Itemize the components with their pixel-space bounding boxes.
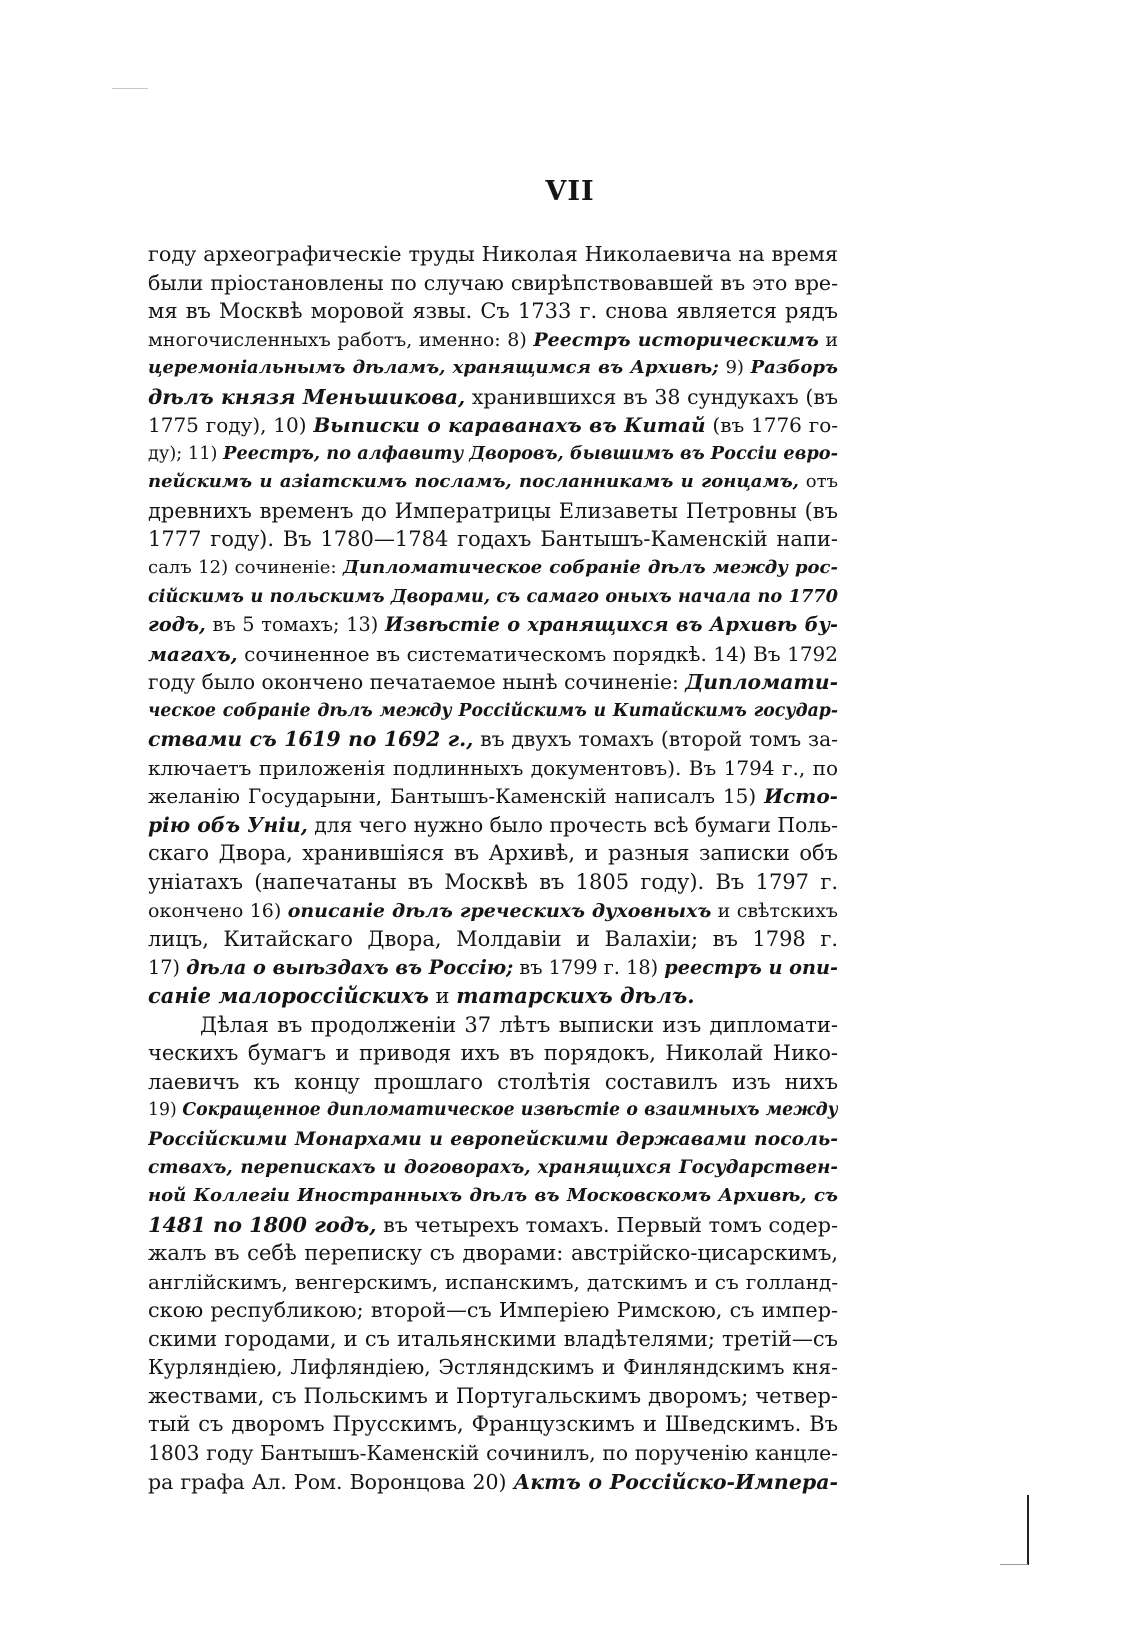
text-segment: салъ 12) сочиненіе: [148, 557, 344, 579]
text-line [148, 1353, 838, 1382]
italic-segment: Актъ о Россійско-Импера- [513, 1469, 838, 1494]
italic-segment: реестръ и опи- [664, 955, 838, 979]
text-line [148, 1468, 838, 1497]
text-segment: и [818, 328, 838, 351]
text-segment: лицъ, Китайскаго Двора, Молдавіи и Валахіи; въ 1798 г. [148, 927, 838, 952]
italic-segment: Россійскими Монархами и европейскими державами посоль- [148, 1127, 838, 1150]
text-segment: мя въ Москвѣ моровой язвы. Съ 1733 г. снова является рядъ [148, 299, 838, 324]
text-line [148, 1096, 838, 1125]
text-segment: ключаетъ приложенія подлинныхъ документовъ). Въ 1794 г., по [148, 755, 838, 780]
text-line [148, 1068, 838, 1097]
text-line [148, 497, 838, 526]
italic-segment: Исто- [764, 784, 838, 809]
italic-segment: Дипломати- [685, 670, 838, 695]
text-segment: для чего нужно было прочесть всѣ бумаги Поль- [307, 812, 838, 837]
scan-mark-bar [1027, 1495, 1029, 1565]
text-line [148, 1410, 838, 1439]
text-line [148, 554, 838, 583]
italic-segment: саніе малороссійскихъ [148, 983, 429, 1009]
text-segment: лаевичъ къ концу прошлаго столѣтія составилъ изъ нихъ [148, 1069, 838, 1094]
italic-segment: пейскимъ и азіатскимъ посламъ, посланникамъ и гонцамъ, [148, 471, 799, 493]
text-segment: 1777 году). Въ 1780—1784 годахъ Бантышъ-Каменскій напи- [148, 527, 838, 552]
text-line [148, 982, 838, 1011]
text-segment: отъ [798, 471, 838, 493]
text-segment: въ 5 томахъ; 13) [205, 613, 385, 637]
text-line [148, 925, 838, 954]
text-line [148, 782, 838, 811]
text-line [148, 525, 838, 554]
text-line [148, 1125, 838, 1154]
text-segment: году археографическіе труды Николая Николаевича на время [148, 242, 838, 266]
italic-segment: ствахъ, перепискахъ и договорахъ, [148, 1156, 531, 1178]
italic-segment: рію объ Уніи, [148, 812, 308, 837]
text-line [148, 383, 838, 412]
text-segment: жествами, съ Польскимъ и Португальскимъ дворомъ; четвер- [148, 1383, 838, 1408]
text-line [148, 297, 838, 326]
italic-segment: Выписки о караванахъ въ Китай [313, 413, 706, 438]
text-segment: ра графа Ал. Ром. Воронцова 20) [148, 1469, 514, 1494]
text-segment: были пріостановлены по случаю свирѣпствовавшей въ это вре- [148, 270, 838, 295]
italic-segment: ной Коллегіи Иностранныхъ дѣлъ въ Московскомъ Архивѣ, съ [148, 1185, 838, 1207]
italic-segment: Реестръ историческимъ [533, 328, 819, 351]
text-line [148, 868, 838, 897]
text-line [148, 1439, 838, 1468]
text-segment: жалъ въ себѣ переписку съ дворами: австрійско-цисарскимъ, [148, 1241, 838, 1266]
text-segment: въ четырехъ томахъ. Первый томъ содер- [376, 1212, 838, 1237]
text-line [148, 1211, 838, 1240]
text-segment: 17) [148, 955, 187, 979]
italic-segment: татарскихъ дѣлъ. [456, 983, 695, 1009]
page-number: VII [545, 176, 595, 207]
text-line [148, 1268, 838, 1297]
text-line [148, 725, 838, 754]
text-segment: уніатахъ (напечатаны въ Москвѣ въ 1805 году). Въ 1797 г. [148, 870, 838, 895]
text-segment: Курляндіею, Лифляндіею, Эстляндскимъ и Финляндскимъ кня- [148, 1355, 838, 1380]
text-line [148, 411, 838, 440]
italic-segment: 1481 по 1800 годъ, [148, 1212, 377, 1237]
text-line [148, 1296, 838, 1325]
text-line [148, 468, 838, 497]
text-line [148, 697, 838, 726]
text-line [148, 326, 838, 355]
text-segment: скими городами, и съ итальянскими владѣтелями; третій—съ [148, 1326, 838, 1351]
text-line [148, 1382, 838, 1411]
italic-segment: церемоніальнымъ дѣламъ, хранящимся въ Архивѣ; [148, 357, 719, 379]
text-segment: 9) [718, 357, 751, 379]
text-segment: и [428, 984, 457, 1009]
text-line [148, 954, 838, 983]
text-line [148, 1239, 838, 1268]
text-line [148, 811, 838, 840]
text-segment: году было окончено печатаемое нынѣ сочиненіе: [148, 670, 686, 695]
body-text [148, 240, 838, 1496]
text-segment: хранившихся въ 38 сундукахъ (въ [465, 384, 838, 409]
text-segment: 1775 году), 10) [148, 413, 314, 438]
text-line [148, 354, 838, 383]
italic-segment: описаніе дѣлъ греческихъ духовныхъ [287, 899, 712, 922]
text-line [148, 1182, 838, 1211]
scan-mark-base [1000, 1564, 1028, 1565]
italic-segment: ческое собраніе дѣлъ между Россійскимъ и Китайскимъ государ- [148, 700, 838, 721]
italic-segment: магахъ, [148, 641, 238, 666]
text-segment: тый съ дворомъ Прусскимъ, Французскимъ и Шведскимъ. Въ [148, 1412, 838, 1437]
text-segment: ческихъ бумагъ и приводя ихъ въ порядокъ, Николай Нико- [148, 1041, 838, 1066]
italic-segment: дѣлъ князя Меньшикова, [148, 384, 466, 409]
text-line [148, 754, 838, 783]
text-line [148, 1011, 838, 1040]
text-segment: англійскимъ, венгерскимъ, испанскимъ, датскимъ и съ голланд- [148, 1269, 838, 1294]
text-segment [531, 1157, 538, 1178]
text-segment: (въ 1776 го- [705, 413, 838, 438]
text-segment: Дѣлая въ продолженіи 37 лѣтъ выписки изъ дипломати- [200, 1012, 838, 1037]
text-line [148, 839, 838, 868]
italic-segment: Извѣстіе о хранящихся въ Архивѣ бу- [385, 613, 838, 637]
text-line [148, 897, 838, 926]
text-line [148, 269, 838, 298]
text-segment: окончено 16) [148, 899, 288, 922]
text-segment: 1803 году Бантышъ-Каменскій сочинилъ, по порученію канцле- [148, 1440, 838, 1465]
text-segment: 19) [148, 1100, 183, 1121]
italic-segment: Разборъ [750, 357, 838, 379]
italic-segment: дѣла о выѣздахъ въ Россію; [186, 955, 514, 979]
scan-mark-top [112, 88, 148, 89]
italic-segment: Дипломатическое собраніе дѣлъ между рос- [343, 557, 838, 579]
text-segment: сочиненное въ систематическомъ порядкѣ. 14) Въ 1792 [237, 641, 838, 666]
italic-segment: Сокращенное дипломатическое извѣстіе о взаимныхъ между [182, 1100, 838, 1121]
text-segment: и свѣтскихъ [711, 899, 838, 922]
text-line [148, 440, 838, 469]
text-line [148, 611, 838, 640]
text-line [148, 640, 838, 669]
text-segment: въ 1799 г. 18) [513, 955, 665, 979]
text-segment: скою республикою; второй—съ Имперіею Римскою, съ импер- [148, 1298, 838, 1323]
text-segment: древнихъ временъ до Императрицы Елизаветы Петровны (въ [148, 498, 838, 523]
text-line [148, 583, 838, 612]
text-segment: скаго Двора, хранившіяся въ Архивѣ, и разныя записки объ [148, 841, 838, 866]
text-segment: желанію Государыни, Бантышъ-Каменскій написалъ 15) [148, 784, 765, 809]
text-segment: въ двухъ томахъ (второй томъ за- [473, 727, 838, 752]
italic-segment: хранящихся Государствен- [537, 1156, 838, 1178]
italic-segment: сійскимъ и польскимъ Дворами, съ самаго оныхъ начала по 1770 [148, 585, 838, 607]
text-line [148, 1154, 838, 1183]
italic-segment: годъ, [148, 613, 206, 637]
text-line [148, 240, 838, 269]
text-line [148, 668, 838, 697]
text-line [148, 1325, 838, 1354]
text-segment: ду); 11) [148, 443, 224, 464]
italic-segment: ствами съ 1619 по 1692 г., [148, 727, 474, 752]
italic-segment: Реестръ, по алфавиту Дворовъ, бывшимъ въ Россіи евро- [223, 442, 838, 464]
text-line [148, 1039, 838, 1068]
text-segment: многочисленныхъ работъ, именно: 8) [148, 328, 534, 351]
